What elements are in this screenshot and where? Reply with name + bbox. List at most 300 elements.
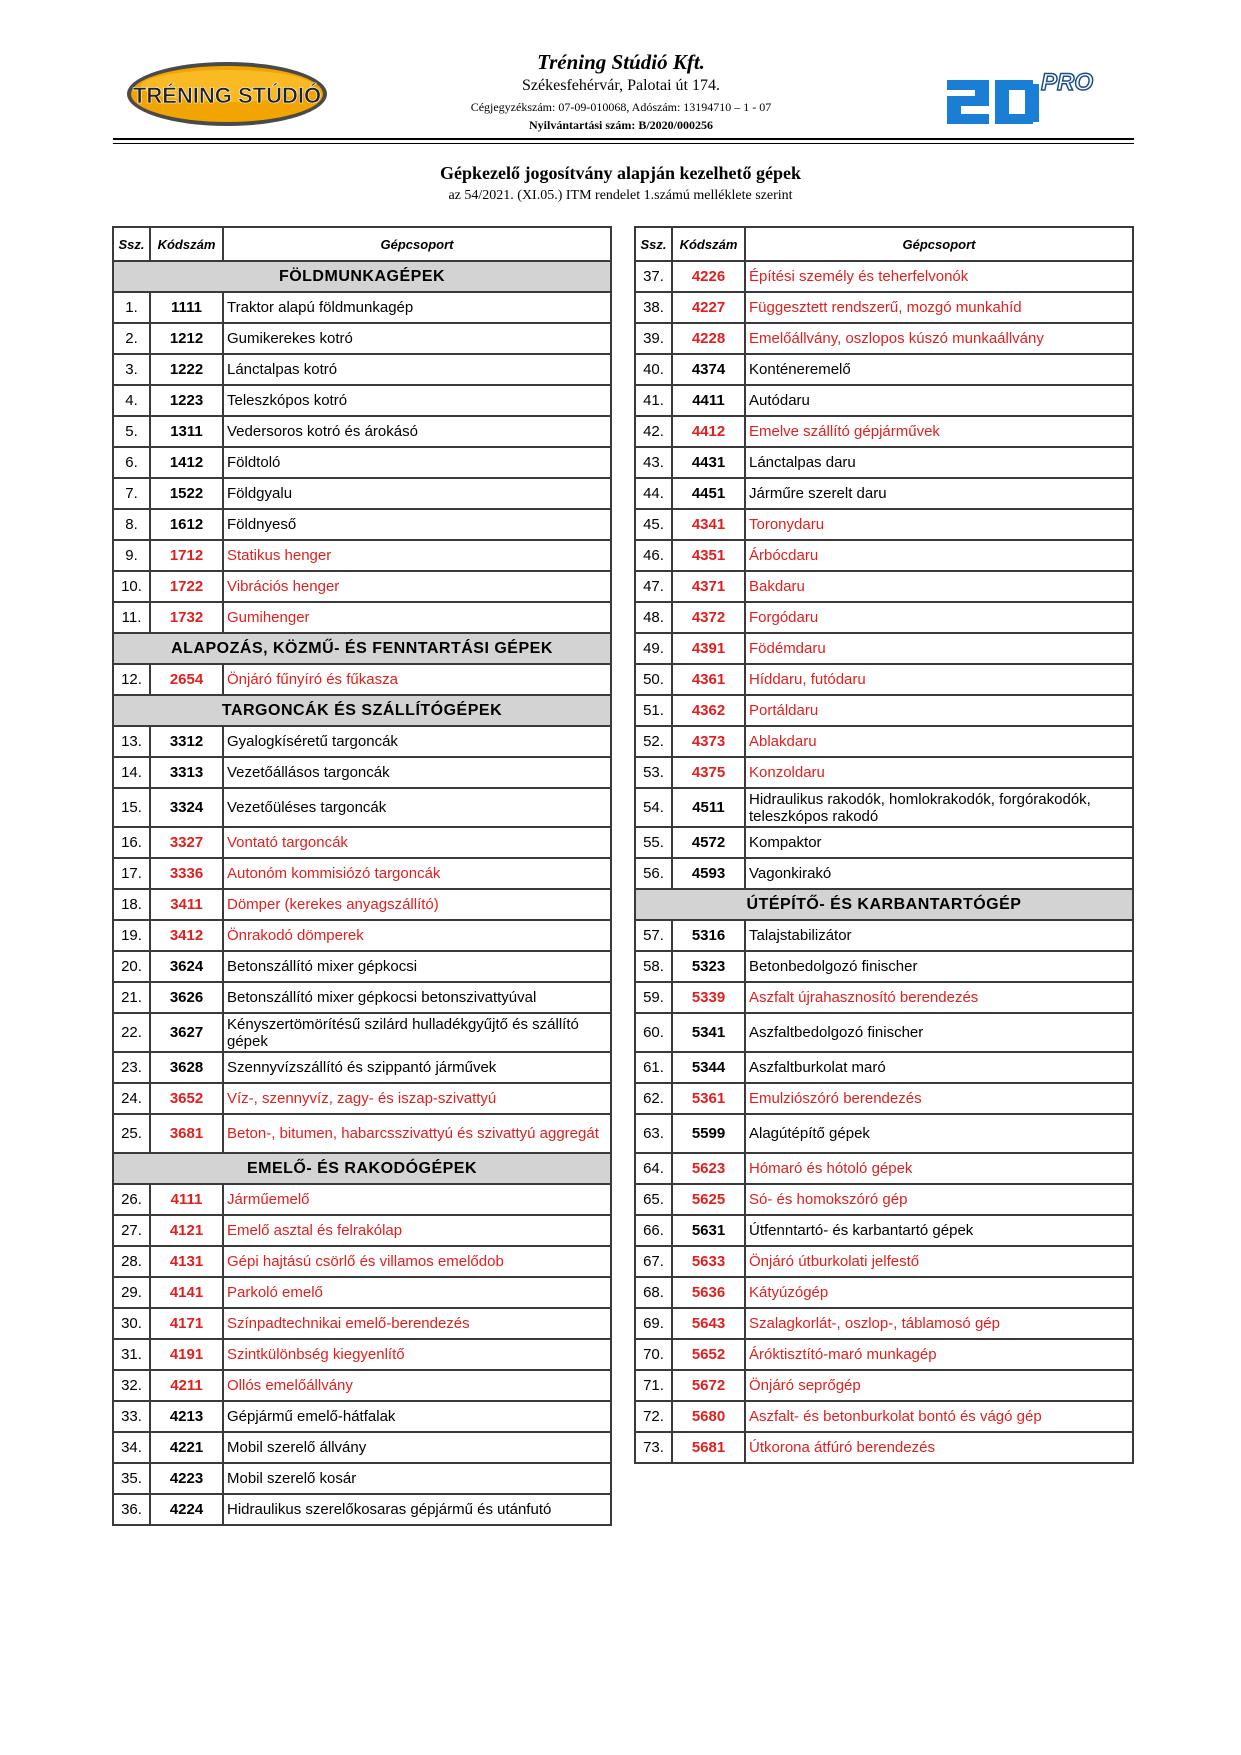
machine-group: Építési személy és teherfelvonók <box>745 261 1133 292</box>
machine-code: 5361 <box>672 1083 745 1114</box>
machine-code: 5643 <box>672 1308 745 1339</box>
machine-group: Aszfalt újrahasznosító berendezés <box>745 982 1133 1013</box>
category-label: FÖLDMUNKAGÉPEK <box>113 261 611 292</box>
machine-group: Só- és homokszóró gép <box>745 1184 1133 1215</box>
machine-code: 4511 <box>672 788 745 827</box>
machine-code: 4411 <box>672 385 745 416</box>
table-header-row <box>113 227 611 261</box>
machine-code: 5339 <box>672 982 745 1013</box>
row-number: 31. <box>113 1339 150 1370</box>
machine-code: 1223 <box>150 385 223 416</box>
table-row <box>113 571 611 602</box>
table-row <box>113 1184 611 1215</box>
table-row <box>113 664 611 695</box>
table-row <box>113 1494 611 1525</box>
svg-text:PRO: PRO <box>1041 69 1094 96</box>
table-row <box>113 385 611 416</box>
machine-code: 4228 <box>672 323 745 354</box>
machine-code: 4141 <box>150 1277 223 1308</box>
machine-code: 1412 <box>150 447 223 478</box>
table-row <box>113 416 611 447</box>
document-subtitle: az 54/2021. (XI.05.) ITM rendelet 1.számú melléklete szerint <box>448 188 793 203</box>
table-row <box>113 1463 611 1494</box>
machine-group: Forgódaru <box>745 602 1133 633</box>
machine-group: Betonbedolgozó finischer <box>745 951 1133 982</box>
machine-code: 4412 <box>672 416 745 447</box>
machine-code: 1712 <box>150 540 223 571</box>
row-number: 18. <box>113 889 150 920</box>
machine-group: Toronydaru <box>745 509 1133 540</box>
registry-number: Nyilvántartási szám: B/2020/000256 <box>529 118 713 132</box>
table-row <box>635 858 1133 889</box>
machine-group: Beton-, bitumen, habarcsszivattyú és szivattyú aggregát <box>223 1114 611 1153</box>
machine-code: 4223 <box>150 1463 223 1494</box>
table-row <box>113 1215 611 1246</box>
row-number: 65. <box>635 1184 672 1215</box>
machine-group: Talajstabilizátor <box>745 920 1133 951</box>
machine-group: Földnyeső <box>223 509 611 540</box>
machine-group: Lánctalpas kotró <box>223 354 611 385</box>
machine-group: Árbócdaru <box>745 540 1133 571</box>
table-row <box>113 447 611 478</box>
machine-code: 5599 <box>672 1114 745 1153</box>
machine-code: 4593 <box>672 858 745 889</box>
company-name: Tréning Stúdió Kft. <box>537 50 705 74</box>
machine-code: 3324 <box>150 788 223 827</box>
machine-group: Hidraulikus rakodók, homlokrakodók, forgórakodók, teleszkópos rakodó <box>745 788 1133 827</box>
machine-group: Konzoldaru <box>745 757 1133 788</box>
table-row <box>635 1013 1133 1052</box>
table-row <box>635 292 1133 323</box>
machine-code: 3313 <box>150 757 223 788</box>
row-number: 10. <box>113 571 150 602</box>
category-row <box>113 261 611 292</box>
table-row <box>635 1083 1133 1114</box>
machine-group: Mobil szerelő kosár <box>223 1463 611 1494</box>
table-row <box>635 1114 1133 1153</box>
table-row <box>635 1215 1133 1246</box>
machine-table-right <box>634 226 1134 1464</box>
machine-code: 1612 <box>150 509 223 540</box>
machine-group: Betonszállító mixer gépkocsi <box>223 951 611 982</box>
col-header-gepcsoport: Gépcsoport <box>223 227 611 261</box>
row-number: 39. <box>635 323 672 354</box>
table-header-row <box>635 227 1133 261</box>
table-row <box>113 292 611 323</box>
table-row <box>113 1083 611 1114</box>
machine-group: Traktor alapú földmunkagép <box>223 292 611 323</box>
machine-code: 5623 <box>672 1153 745 1184</box>
machine-group: Szennyvízszállító és szippantó járművek <box>223 1052 611 1083</box>
machine-code: 4361 <box>672 664 745 695</box>
row-number: 60. <box>635 1013 672 1052</box>
table-row <box>113 858 611 889</box>
table-row <box>635 982 1133 1013</box>
machine-code: 3412 <box>150 920 223 951</box>
machine-code: 3681 <box>150 1114 223 1153</box>
machine-code: 4341 <box>672 509 745 540</box>
machine-group: Kátyúzógép <box>745 1277 1133 1308</box>
machine-code: 1111 <box>150 292 223 323</box>
machine-group: Vedersoros kotró és árokásó <box>223 416 611 447</box>
machine-code: 4131 <box>150 1246 223 1277</box>
machine-code: 4362 <box>672 695 745 726</box>
machine-code: 3327 <box>150 827 223 858</box>
row-number: 40. <box>635 354 672 385</box>
training-studio-logo <box>125 60 330 128</box>
machine-group: Vontató targoncák <box>223 827 611 858</box>
machine-code: 5636 <box>672 1277 745 1308</box>
document-title: Gépkezelő jogosítvány alapján kezelhető gépek <box>440 163 801 183</box>
table-row <box>635 920 1133 951</box>
category-row <box>113 695 611 726</box>
table-row <box>113 1370 611 1401</box>
row-number: 51. <box>635 695 672 726</box>
row-number: 42. <box>635 416 672 447</box>
table-row <box>635 1052 1133 1083</box>
machine-group: Emelve szállító gépjárművek <box>745 416 1133 447</box>
col-header-kodszam: Kódszám <box>150 227 223 261</box>
machine-code: 4391 <box>672 633 745 664</box>
table-row <box>635 447 1133 478</box>
machine-code: 4221 <box>150 1432 223 1463</box>
machine-code: 4111 <box>150 1184 223 1215</box>
row-number: 25. <box>113 1114 150 1153</box>
table-row <box>635 571 1133 602</box>
row-number: 26. <box>113 1184 150 1215</box>
table-row <box>635 1153 1133 1184</box>
machine-group: Gépi hajtású csörlő és villamos emelődob <box>223 1246 611 1277</box>
row-number: 69. <box>635 1308 672 1339</box>
row-number: 6. <box>113 447 150 478</box>
row-number: 58. <box>635 951 672 982</box>
table-row <box>635 602 1133 633</box>
category-label: TARGONCÁK ÉS SZÁLLÍTÓGÉPEK <box>113 695 611 726</box>
machine-group: Emelőállvány, oszlopos kúszó munkaállvány <box>745 323 1133 354</box>
table-row <box>113 889 611 920</box>
row-number: 67. <box>635 1246 672 1277</box>
table-row <box>113 1114 611 1153</box>
machine-code: 5680 <box>672 1401 745 1432</box>
table-row <box>113 1052 611 1083</box>
machine-group: Vezetőüléses targoncák <box>223 788 611 827</box>
row-number: 53. <box>635 757 672 788</box>
category-row <box>113 1153 611 1184</box>
machine-code: 5344 <box>672 1052 745 1083</box>
machine-group: Hidraulikus szerelőkosaras gépjármű és utánfutó <box>223 1494 611 1525</box>
table-row <box>113 982 611 1013</box>
table-row <box>635 540 1133 571</box>
table-row <box>113 827 611 858</box>
machine-group: Víz-, szennyvíz, zagy- és iszap-szivattyú <box>223 1083 611 1114</box>
col-header-kodszam: Kódszám <box>672 227 745 261</box>
table-row <box>635 416 1133 447</box>
machine-code: 1732 <box>150 602 223 633</box>
row-number: 68. <box>635 1277 672 1308</box>
table-row <box>113 1246 611 1277</box>
table-row <box>635 478 1133 509</box>
category-row <box>113 633 611 664</box>
table-row <box>113 1432 611 1463</box>
row-number: 59. <box>635 982 672 1013</box>
table-row <box>635 757 1133 788</box>
table-row <box>113 1401 611 1432</box>
machine-group: Önrakodó dömperek <box>223 920 611 951</box>
row-number: 43. <box>635 447 672 478</box>
table-row <box>635 1339 1133 1370</box>
machine-code: 3336 <box>150 858 223 889</box>
machine-code: 4431 <box>672 447 745 478</box>
machine-group: Vezetőállásos targoncák <box>223 757 611 788</box>
machine-code: 4227 <box>672 292 745 323</box>
machine-group: Áróktisztító-maró munkagép <box>745 1339 1133 1370</box>
machine-group: Aszfaltburkolat maró <box>745 1052 1133 1083</box>
row-number: 73. <box>635 1432 672 1463</box>
machine-code: 5631 <box>672 1215 745 1246</box>
machine-code: 1222 <box>150 354 223 385</box>
row-number: 5. <box>113 416 150 447</box>
row-number: 52. <box>635 726 672 757</box>
table-row <box>635 695 1133 726</box>
machine-code: 3652 <box>150 1083 223 1114</box>
row-number: 45. <box>635 509 672 540</box>
machine-code: 5652 <box>672 1339 745 1370</box>
row-number: 24. <box>113 1083 150 1114</box>
row-number: 71. <box>635 1370 672 1401</box>
machine-group: Önjáró fűnyíró és fűkasza <box>223 664 611 695</box>
row-number: 72. <box>635 1401 672 1432</box>
row-number: 41. <box>635 385 672 416</box>
category-label: ALAPOZÁS, KÖZMŰ- ÉS FENNTARTÁSI GÉPEK <box>113 633 611 664</box>
row-number: 55. <box>635 827 672 858</box>
machine-code: 4351 <box>672 540 745 571</box>
row-number: 20. <box>113 951 150 982</box>
machine-code: 1522 <box>150 478 223 509</box>
table-row <box>635 509 1133 540</box>
table-row <box>113 602 611 633</box>
row-number: 16. <box>113 827 150 858</box>
table-row <box>635 827 1133 858</box>
machine-group: Vibrációs henger <box>223 571 611 602</box>
machine-group: Útfenntartó- és karbantartó gépek <box>745 1215 1133 1246</box>
row-number: 14. <box>113 757 150 788</box>
row-number: 48. <box>635 602 672 633</box>
table-row <box>113 540 611 571</box>
row-number: 8. <box>113 509 150 540</box>
row-number: 15. <box>113 788 150 827</box>
table-row <box>635 354 1133 385</box>
machine-code: 4373 <box>672 726 745 757</box>
row-number: 28. <box>113 1246 150 1277</box>
machine-group: Parkoló emelő <box>223 1277 611 1308</box>
row-number: 30. <box>113 1308 150 1339</box>
table-row <box>113 788 611 827</box>
company-registration: Cégjegyzékszám: 07-09-010068, Adószám: 13194710 – 1 - 07 <box>470 100 772 114</box>
table-row <box>113 920 611 951</box>
table-row <box>635 385 1133 416</box>
row-number: 33. <box>113 1401 150 1432</box>
row-number: 38. <box>635 292 672 323</box>
machine-code: 3312 <box>150 726 223 757</box>
table-row <box>635 951 1133 982</box>
table-row <box>635 1401 1133 1432</box>
table-row <box>635 788 1133 827</box>
machine-group: Szalagkorlát-, oszlop-, táblamosó gép <box>745 1308 1133 1339</box>
row-number: 35. <box>113 1463 150 1494</box>
row-number: 64. <box>635 1153 672 1184</box>
logo-left-text: TRÉNING STÚDIÓ <box>132 83 322 108</box>
row-number: 47. <box>635 571 672 602</box>
machine-group: Gumihenger <box>223 602 611 633</box>
row-number: 57. <box>635 920 672 951</box>
category-row <box>635 889 1133 920</box>
machine-group: Lánctalpas daru <box>745 447 1133 478</box>
col-header-gepcsoport: Gépcsoport <box>745 227 1133 261</box>
row-number: 62. <box>635 1083 672 1114</box>
table-row <box>113 323 611 354</box>
machine-code: 5681 <box>672 1432 745 1463</box>
machine-group: Dömper (kerekes anyagszállító) <box>223 889 611 920</box>
row-number: 56. <box>635 858 672 889</box>
row-number: 61. <box>635 1052 672 1083</box>
machine-group: Födémdaru <box>745 633 1133 664</box>
table-row <box>113 1013 611 1052</box>
machine-code: 5323 <box>672 951 745 982</box>
row-number: 37. <box>635 261 672 292</box>
machine-code: 4374 <box>672 354 745 385</box>
machine-group: Gyalogkíséretű targoncák <box>223 726 611 757</box>
table-row <box>635 1246 1133 1277</box>
col-header-ssz: Ssz. <box>113 227 150 261</box>
row-number: 9. <box>113 540 150 571</box>
row-number: 50. <box>635 664 672 695</box>
table-row <box>635 1370 1133 1401</box>
row-number: 22. <box>113 1013 150 1052</box>
machine-code: 3626 <box>150 982 223 1013</box>
machine-code: 4121 <box>150 1215 223 1246</box>
row-number: 23. <box>113 1052 150 1083</box>
machine-code: 4191 <box>150 1339 223 1370</box>
machine-group: Kompaktor <box>745 827 1133 858</box>
table-row <box>113 1308 611 1339</box>
machine-group: Bakdaru <box>745 571 1133 602</box>
machine-code: 4572 <box>672 827 745 858</box>
row-number: 34. <box>113 1432 150 1463</box>
machine-group: Ablakdaru <box>745 726 1133 757</box>
header-rule <box>113 138 1134 140</box>
table-row <box>635 323 1133 354</box>
machine-group: Gépjármű emelő-hátfalak <box>223 1401 611 1432</box>
row-number: 7. <box>113 478 150 509</box>
table-row <box>635 1432 1133 1463</box>
row-number: 11. <box>113 602 150 633</box>
machine-code: 4211 <box>150 1370 223 1401</box>
row-number: 63. <box>635 1114 672 1153</box>
row-number: 13. <box>113 726 150 757</box>
machine-code: 3627 <box>150 1013 223 1052</box>
machine-code: 1212 <box>150 323 223 354</box>
row-number: 12. <box>113 664 150 695</box>
machine-code: 5625 <box>672 1184 745 1215</box>
logo-right-text: ZD PRO <box>945 66 949 67</box>
table-row <box>113 1277 611 1308</box>
machine-group: Függesztett rendszerű, mozgó munkahíd <box>745 292 1133 323</box>
machine-code: 4226 <box>672 261 745 292</box>
table-row <box>635 1308 1133 1339</box>
zd-pro-logo <box>945 66 1105 126</box>
machine-code: 5672 <box>672 1370 745 1401</box>
machine-code: 4224 <box>150 1494 223 1525</box>
machine-group: Útkorona átfúró berendezés <box>745 1432 1133 1463</box>
machine-group: Aszfalt- és betonburkolat bontó és vágó gép <box>745 1401 1133 1432</box>
row-number: 49. <box>635 633 672 664</box>
row-number: 3. <box>113 354 150 385</box>
machine-code: 5341 <box>672 1013 745 1052</box>
machine-group: Betonszállító mixer gépkocsi betonszivattyúval <box>223 982 611 1013</box>
table-row <box>113 951 611 982</box>
machine-table-left <box>112 226 612 1526</box>
machine-code: 3624 <box>150 951 223 982</box>
machine-group: Vagonkirakó <box>745 858 1133 889</box>
machine-code: 2654 <box>150 664 223 695</box>
machine-group: Autonóm kommisiózó targoncák <box>223 858 611 889</box>
table-row <box>635 1184 1133 1215</box>
machine-code: 5633 <box>672 1246 745 1277</box>
machine-group: Kényszertömörítésű szilárd hulladékgyűjtő és szállító gépek <box>223 1013 611 1052</box>
machine-group: Teleszkópos kotró <box>223 385 611 416</box>
machine-code: 4213 <box>150 1401 223 1432</box>
row-number: 32. <box>113 1370 150 1401</box>
machine-group: Színpadtechnikai emelő-berendezés <box>223 1308 611 1339</box>
machine-group: Járműre szerelt daru <box>745 478 1133 509</box>
table-row <box>113 1339 611 1370</box>
row-number: 70. <box>635 1339 672 1370</box>
machine-group: Önjáró seprőgép <box>745 1370 1133 1401</box>
row-number: 1. <box>113 292 150 323</box>
table-row <box>113 757 611 788</box>
machine-code: 1722 <box>150 571 223 602</box>
machine-group: Konténeremelő <box>745 354 1133 385</box>
machine-group: Szintkülönbség kiegyenlítő <box>223 1339 611 1370</box>
machine-code: 4171 <box>150 1308 223 1339</box>
table-row <box>635 1277 1133 1308</box>
row-number: 2. <box>113 323 150 354</box>
machine-code: 4371 <box>672 571 745 602</box>
machine-group: Földtoló <box>223 447 611 478</box>
machine-code: 3411 <box>150 889 223 920</box>
machine-group: Alagútépítő gépek <box>745 1114 1133 1153</box>
table-row <box>113 509 611 540</box>
machine-code: 4451 <box>672 478 745 509</box>
row-number: 36. <box>113 1494 150 1525</box>
category-label: ÚTÉPÍTŐ- ÉS KARBANTARTÓGÉP <box>635 889 1133 920</box>
machine-group: Emulziószóró berendezés <box>745 1083 1133 1114</box>
machine-code: 4372 <box>672 602 745 633</box>
machine-group: Földgyalu <box>223 478 611 509</box>
row-number: 4. <box>113 385 150 416</box>
row-number: 17. <box>113 858 150 889</box>
machine-code: 5316 <box>672 920 745 951</box>
table-row <box>635 726 1133 757</box>
row-number: 44. <box>635 478 672 509</box>
machine-group: Mobil szerelő állvány <box>223 1432 611 1463</box>
table-row <box>113 478 611 509</box>
row-number: 46. <box>635 540 672 571</box>
machine-group: Ollós emelőállvány <box>223 1370 611 1401</box>
machine-group: Gumikerekes kotró <box>223 323 611 354</box>
table-row <box>635 664 1133 695</box>
table-row <box>635 261 1133 292</box>
